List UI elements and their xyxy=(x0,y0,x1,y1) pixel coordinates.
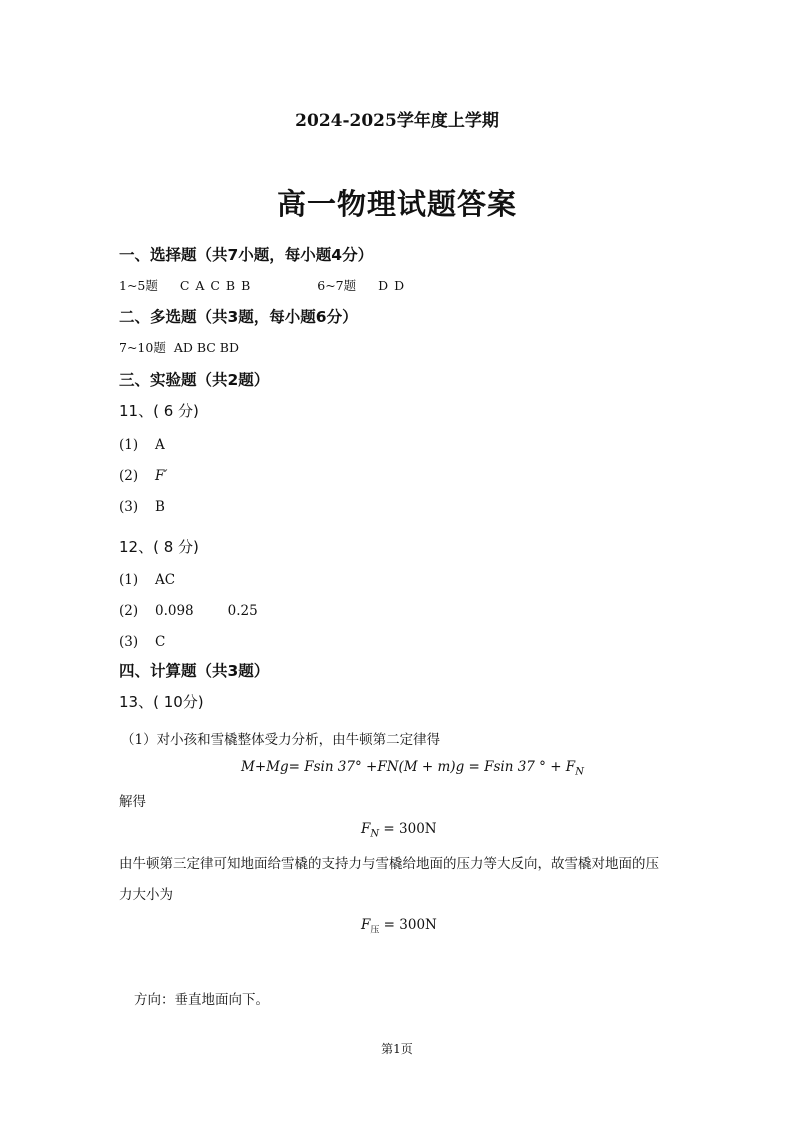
item-answer: F′ xyxy=(155,468,168,484)
q13-direction: 方向：垂直地面向下。 xyxy=(134,992,269,1008)
page-title: 高一物理试题答案 xyxy=(276,187,517,221)
page-number: 第1页 xyxy=(381,1042,413,1056)
q13-label: 13、( 10分) xyxy=(119,693,204,711)
item-answer: B xyxy=(155,499,165,515)
range-6-7: 6~7题 xyxy=(317,278,357,293)
item-number: (3) xyxy=(119,499,139,515)
equation-2-symbol: F xyxy=(361,821,371,837)
equation-3 xyxy=(361,917,437,936)
section-1-answers xyxy=(119,276,405,294)
item-number: (1) xyxy=(119,572,139,588)
q13-part-1-text: （1）对小孩和雪橇整体受力分析，由牛顿第二定律得 xyxy=(121,732,441,748)
equation-3-value: = 300N xyxy=(379,917,437,933)
item-answer: C xyxy=(155,634,166,650)
item-number: (1) xyxy=(119,437,139,453)
answers-6-7: D D xyxy=(378,278,406,293)
item-number: (2) xyxy=(119,603,139,619)
section-4-heading: 四、计算题（共3题） xyxy=(119,662,270,680)
item-answer: AC xyxy=(155,572,176,588)
section-2-heading: 二、多选题（共3题，每小题6分） xyxy=(119,308,358,326)
solve-label: 解得 xyxy=(119,794,146,810)
section-2-answers xyxy=(119,338,239,356)
item-number: (2) xyxy=(119,468,139,484)
equation-2 xyxy=(361,821,437,840)
equation-1-subscript: N xyxy=(575,766,584,778)
equation-2-value: = 300N xyxy=(379,821,437,837)
q12-label: 12、( 8 分) xyxy=(119,538,199,556)
equation-3-symbol: F xyxy=(361,917,371,933)
equation-2-subscript: N xyxy=(370,828,380,840)
q12-item-2 xyxy=(119,603,258,619)
item-answer-2: 0.25 xyxy=(227,603,258,619)
q11-label: 11、( 6 分) xyxy=(119,402,199,420)
range-1-5: 1~5题 xyxy=(119,278,158,293)
range-7-10: 7~10题 xyxy=(119,340,166,355)
item-answer: 0.098 xyxy=(155,603,194,619)
answers-7-10: AD BC BD xyxy=(173,340,240,355)
section-3-heading: 三、实验题（共2题） xyxy=(119,371,270,389)
equation-3-subscript: 压 xyxy=(370,925,380,936)
semester-header: 2024-2025学年度上学期 xyxy=(295,111,499,131)
item-number: (3) xyxy=(119,634,139,650)
q13-paragraph-line-2: 力大小为 xyxy=(119,887,173,903)
q11-item-3 xyxy=(119,499,165,515)
answers-1-5: C A C B B xyxy=(179,278,252,293)
q13-paragraph-line-1: 由牛顿第三定律可知地面给雪橇的支持力与雪橇给地面的压力等大反向，故雪橇对地面的压 xyxy=(119,856,659,872)
q12-item-3 xyxy=(119,634,165,650)
item-answer: A xyxy=(155,437,165,453)
q11-item-1 xyxy=(119,437,165,453)
equation-1 xyxy=(241,759,584,778)
q12-item-1 xyxy=(119,572,175,588)
equation-1-text: M+Mg= Fsin 37° +FN(M + m)g = Fsin 37 ° + F xyxy=(241,759,576,775)
q11-item-2 xyxy=(119,468,167,484)
section-1-heading: 一、选择题（共7小题，每小题4分） xyxy=(119,246,374,264)
